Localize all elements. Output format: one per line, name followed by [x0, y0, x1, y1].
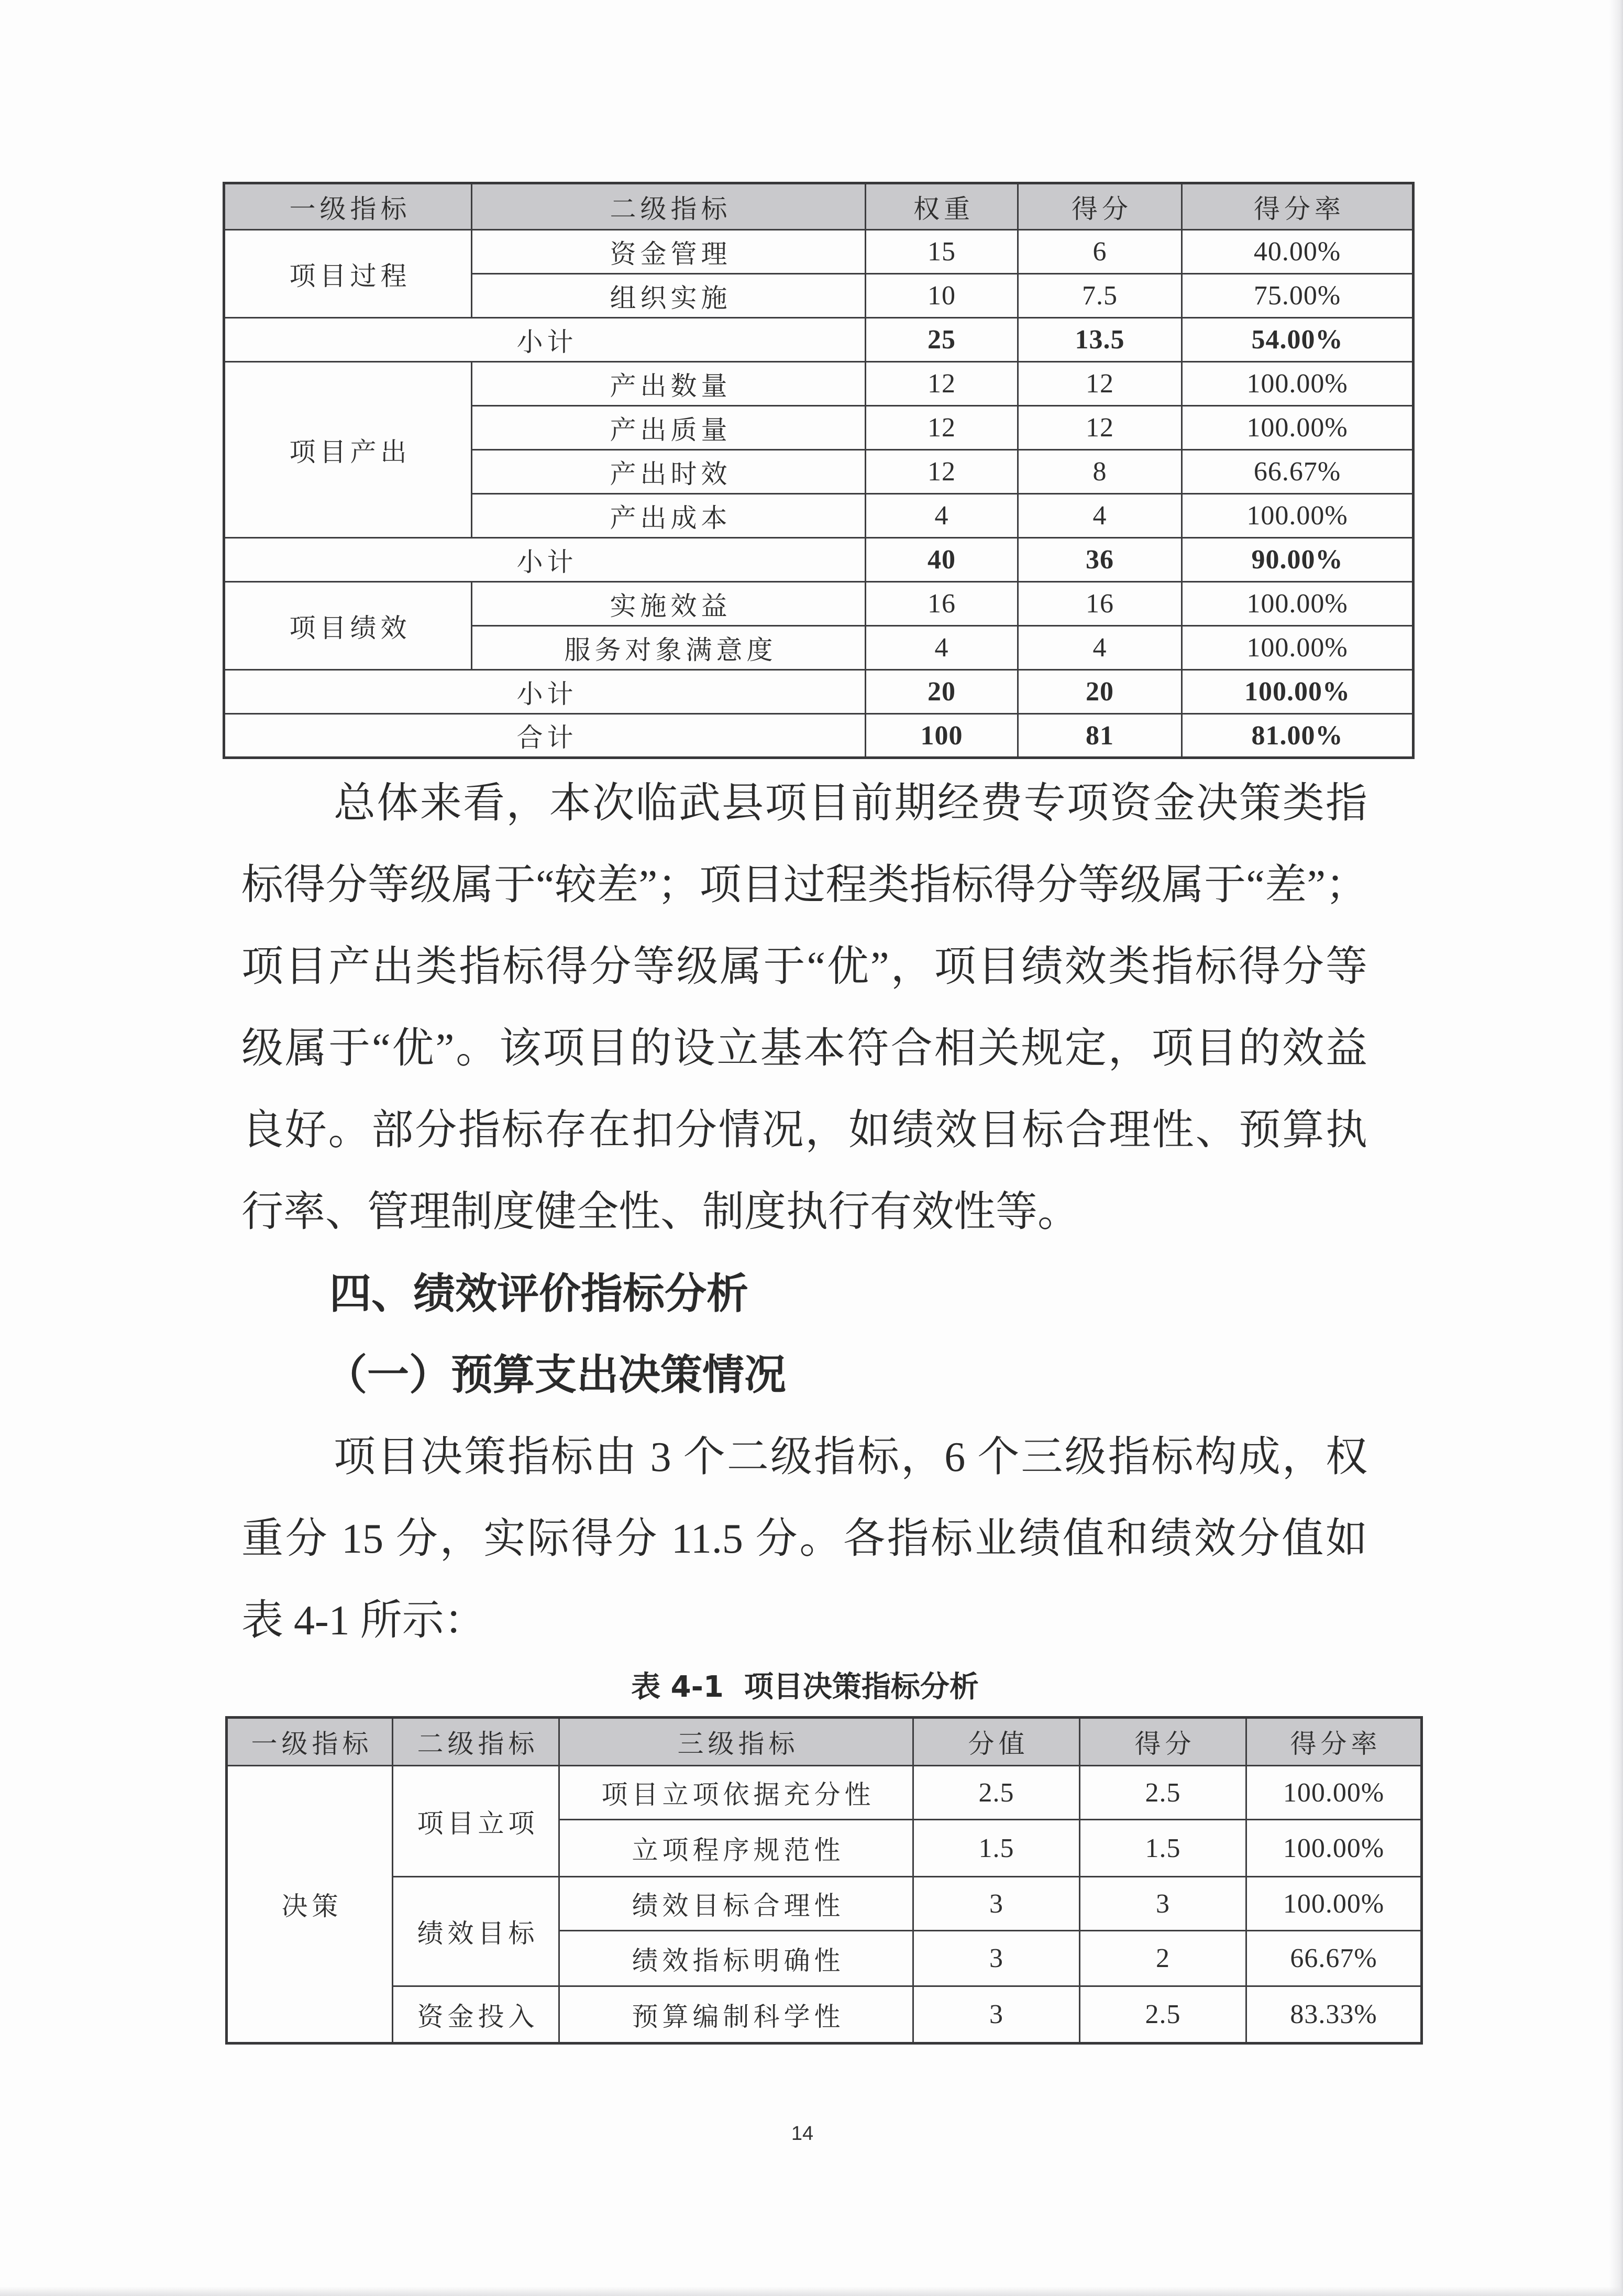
- weight-cell: 10: [866, 274, 1018, 318]
- subtotal-row: [224, 318, 1414, 362]
- score-cell: 4: [1018, 626, 1182, 670]
- score-cell: 7.5: [1018, 274, 1182, 318]
- weight-cell: 4: [866, 494, 1018, 538]
- level2-indicator-cell: 绩效目标: [393, 1877, 559, 1986]
- table-row: [227, 1766, 1422, 1820]
- weight-cell: 12: [866, 450, 1018, 494]
- subtotal-row: [224, 670, 1414, 714]
- points-cell: 3: [913, 1877, 1080, 1931]
- table-row: [224, 230, 1414, 274]
- points-cell: 3: [913, 1931, 1080, 1986]
- scan-edge-bottom-shadow: [0, 2287, 1623, 2296]
- total-weight-cell: 100: [866, 714, 1018, 758]
- decision-indicator-table: [225, 1716, 1423, 2045]
- level2-indicator-cell: 项目立项: [393, 1766, 559, 1877]
- level2-indicator-cell: 实施效益: [472, 582, 866, 626]
- header-level1-indicator: 一级指标: [224, 183, 472, 230]
- subtotal-label-cell: 小计: [224, 670, 866, 714]
- subtotal-row: [224, 538, 1414, 582]
- score-cell: 8: [1018, 450, 1182, 494]
- subtotal-rate-cell: 100.00%: [1182, 670, 1414, 714]
- paragraph-line: 级属于“优”。该项目的设立基本符合相关规定，项目的效益: [241, 1026, 1367, 1072]
- paragraph-line: 表 4-1 所示：: [241, 1598, 486, 1644]
- page-number: 14: [791, 2123, 814, 2145]
- total-rate-cell: 81.00%: [1182, 714, 1414, 758]
- header-score: 得分: [1080, 1718, 1246, 1766]
- summary-paragraph: [241, 763, 1367, 1253]
- total-score-cell: 81: [1018, 714, 1182, 758]
- header-score-rate: 得分率: [1246, 1718, 1422, 1766]
- score-rate-cell: 83.33%: [1246, 1986, 1422, 2044]
- score-summary-table: [223, 182, 1415, 759]
- score-cell: 3: [1080, 1877, 1246, 1931]
- level2-indicator-cell: 产出质量: [472, 406, 866, 450]
- score-rate-cell: 40.00%: [1182, 230, 1414, 274]
- header-level2-indicator: 二级指标: [393, 1718, 559, 1766]
- score-rate-cell: 66.67%: [1182, 450, 1414, 494]
- header-level1-indicator: 一级指标: [227, 1718, 393, 1766]
- subsection-heading: （一）预算支出决策情况: [325, 1353, 786, 1399]
- score-rate-cell: 66.67%: [1246, 1931, 1422, 1986]
- decision-indicator-table-body: [227, 1718, 1422, 2044]
- score-rate-cell: 100.00%: [1246, 1766, 1422, 1820]
- subtotal-weight-cell: 40: [866, 538, 1018, 582]
- level1-indicator-cell: 项目过程: [224, 230, 472, 318]
- score-rate-cell: 75.00%: [1182, 274, 1414, 318]
- subtotal-weight-cell: 25: [866, 318, 1018, 362]
- header-level3-indicator: 三级指标: [559, 1718, 913, 1766]
- score-cell: 16: [1018, 582, 1182, 626]
- score-rate-cell: 100.00%: [1182, 582, 1414, 626]
- total-label-cell: 合计: [224, 714, 866, 758]
- level1-indicator-cell: 项目绩效: [224, 582, 472, 670]
- level3-indicator-cell: 绩效指标明确性: [559, 1931, 913, 1986]
- paragraph-line: 标得分等级属于“较差”；项目过程类指标得分等级属于“差”；: [241, 862, 1367, 908]
- header-level2-indicator: 二级指标: [472, 183, 866, 230]
- subtotal-weight-cell: 20: [866, 670, 1018, 714]
- level2-indicator-cell: 资金管理: [472, 230, 866, 274]
- level3-indicator-cell: 预算编制科学性: [559, 1986, 913, 2044]
- table-row: [227, 1986, 1422, 2044]
- score-cell: 2.5: [1080, 1986, 1246, 2044]
- score-cell: 1.5: [1080, 1820, 1246, 1877]
- subtotal-rate-cell: 90.00%: [1182, 538, 1414, 582]
- score-rate-cell: 100.00%: [1182, 626, 1414, 670]
- weight-cell: 15: [866, 230, 1018, 274]
- weight-cell: 16: [866, 582, 1018, 626]
- score-rate-cell: 100.00%: [1246, 1820, 1422, 1877]
- weight-cell: 12: [866, 406, 1018, 450]
- level3-indicator-cell: 立项程序规范性: [559, 1820, 913, 1877]
- points-cell: 3: [913, 1986, 1080, 2044]
- level1-indicator-cell: 项目产出: [224, 362, 472, 538]
- body-text: [241, 763, 1367, 1662]
- paragraph-line: 行率、管理制度健全性、制度执行有效性等。: [241, 1189, 1079, 1235]
- points-cell: 1.5: [913, 1820, 1080, 1877]
- level2-indicator-cell: 资金投入: [393, 1986, 559, 2044]
- score-rate-cell: 100.00%: [1246, 1877, 1422, 1931]
- header-points: 分值: [913, 1718, 1080, 1766]
- paragraph-line: 总体来看，本次临武县项目前期经费专项资金决策类指: [334, 781, 1367, 827]
- weight-cell: 4: [866, 626, 1018, 670]
- total-row: [224, 714, 1414, 758]
- level2-indicator-cell: 产出成本: [472, 494, 866, 538]
- table-header-row: [224, 183, 1414, 230]
- table-row: [227, 1877, 1422, 1931]
- paragraph-line: 重分 15 分，实际得分 11.5 分。各指标业绩值和绩效分值如: [241, 1516, 1367, 1562]
- subtotal-score-cell: 13.5: [1018, 318, 1182, 362]
- scan-edge-shadow: [1609, 0, 1623, 2296]
- paragraph-line: 良好。部分指标存在扣分情况，如绩效目标合理性、预算执: [241, 1107, 1367, 1154]
- table-row: [224, 582, 1414, 626]
- weight-cell: 12: [866, 362, 1018, 406]
- table-row: [224, 362, 1414, 406]
- table-caption: 表 4-1 项目决策指标分析: [631, 1670, 979, 1704]
- subtotal-label-cell: 小计: [224, 538, 866, 582]
- header-score: 得分: [1018, 183, 1182, 230]
- score-cell: 2.5: [1080, 1766, 1246, 1820]
- score-rate-cell: 100.00%: [1182, 494, 1414, 538]
- score-cell: 2: [1080, 1931, 1246, 1986]
- score-cell: 12: [1018, 406, 1182, 450]
- header-weight: 权重: [866, 183, 1018, 230]
- level3-indicator-cell: 项目立项依据充分性: [559, 1766, 913, 1820]
- score-cell: 4: [1018, 494, 1182, 538]
- section-heading: 四、绩效评价指标分析: [329, 1269, 748, 1318]
- score-cell: 12: [1018, 362, 1182, 406]
- score-rate-cell: 100.00%: [1182, 362, 1414, 406]
- level2-indicator-cell: 组织实施: [472, 274, 866, 318]
- subtotal-rate-cell: 54.00%: [1182, 318, 1414, 362]
- table-header-row: [227, 1718, 1422, 1766]
- level2-indicator-cell: 产出时效: [472, 450, 866, 494]
- paragraph-line: 项目决策指标由 3 个二级指标，6 个三级指标构成，权: [334, 1434, 1367, 1480]
- subtotal-score-cell: 20: [1018, 670, 1182, 714]
- header-score-rate: 得分率: [1182, 183, 1414, 230]
- intro-paragraph: [241, 1416, 1367, 1662]
- level1-indicator-cell: 决策: [227, 1766, 393, 2044]
- level3-indicator-cell: 绩效目标合理性: [559, 1877, 913, 1931]
- level2-indicator-cell: 服务对象满意度: [472, 626, 866, 670]
- level2-indicator-cell: 产出数量: [472, 362, 866, 406]
- points-cell: 2.5: [913, 1766, 1080, 1820]
- subtotal-label-cell: 小计: [224, 318, 866, 362]
- score-cell: 6: [1018, 230, 1182, 274]
- subtotal-score-cell: 36: [1018, 538, 1182, 582]
- score-rate-cell: 100.00%: [1182, 406, 1414, 450]
- paragraph-line: 项目产出类指标得分等级属于“优”，项目绩效类指标得分等: [241, 944, 1367, 990]
- score-summary-table-body: [224, 183, 1414, 758]
